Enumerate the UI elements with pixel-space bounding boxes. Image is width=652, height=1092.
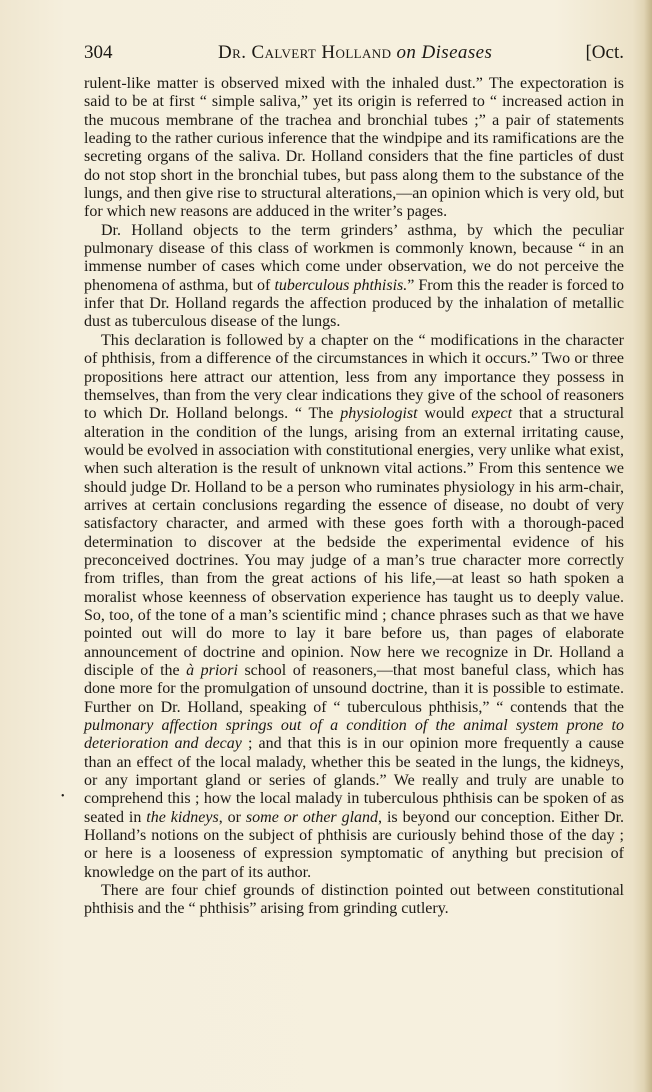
running-title bbox=[218, 40, 492, 66]
italic-text: physiologist bbox=[340, 405, 418, 423]
text-run: , is beyond our conception. Either Dr. Holland’s notions on the subject of phthisis are curiously behind those of the day ; or here is a looseness of expression symptomatic of anything but precision of knowledge on the part of its author. bbox=[84, 808, 625, 881]
italic-text: expect bbox=[471, 405, 513, 423]
page-edge-shadow bbox=[644, 0, 652, 1092]
text-run: Dr. Holland objects to the term grinders’ asthma, by which the peculiar pulmonary disease of this class of workmen is commonly known, because “ in an immense number of cases which come under observation, we do not perceive the phenomena of asthma, but of bbox=[84, 221, 624, 294]
paragraph bbox=[84, 75, 624, 222]
margin-mark: • bbox=[61, 791, 65, 802]
body-text bbox=[84, 75, 624, 919]
italic-text: pulmonary affection springs out of a condition of the animal system prone to deterioration and decay bbox=[84, 717, 624, 753]
text-run: rulent-like matter is observed mixed with the inhaled dust.” The expectoration is said to be at first “ simple saliva,” yet its origin is referred to “ increased action in the mucous membrane of the trachea and bronchial tubes ;” a pair of statements leading to the rather curious inference that the windpipe and its ramifications are the secreting organs of the saliva. Dr. Holland considers that the fine particles of dust do not stop short in the bronchial tubes, but pass along them to the substance of the lungs, and then give rise to structural alterations,—an opinion which is very old, but for which new reasons are adduced in the writer’s pages. bbox=[84, 75, 624, 221]
running-title-author: Dr. Calvert Holland bbox=[218, 42, 392, 63]
text-run: would bbox=[417, 405, 472, 423]
running-title-on: on bbox=[396, 42, 417, 63]
paragraph bbox=[84, 332, 624, 882]
issue-marker: [Oct. bbox=[585, 42, 624, 63]
text-run: school of reasoners,—that most baneful class, which has done more for the promulgation of unsound doctrine, than it is possible to estimate. Further on Dr. Holland, speaking of “ tuberculous phthisis,” “ contends that the bbox=[84, 662, 625, 716]
italic-text: the kidneys bbox=[146, 808, 219, 826]
page-number: 304 bbox=[84, 42, 113, 63]
text-run: , or bbox=[218, 808, 246, 826]
paragraph bbox=[84, 222, 624, 332]
paragraph bbox=[84, 882, 624, 919]
italic-text: tuberculous phthisis. bbox=[274, 276, 408, 294]
italic-text: some or other gland bbox=[245, 808, 379, 826]
text-run: ; and that this is in our opinion more frequently a cause than an effect of the local malady, whether this be seated in the lungs, the kidneys, or any important gland or series of glands.” We really and truly are unable to comprehend this ; how the local malady in tuberculous phthisis can be spoken of as seated in bbox=[84, 735, 624, 826]
text-run: that a structural alteration in the condition of the lungs, arising from an external irritating cause, would be evolved in association with constitutional energies, very unlike what exist, when such alteration is the result of unknown vital actions.” From this sentence we should judge Dr. Holland to be a person who ruminates physiology in his arm-chair, arrives at certain conclusions regarding the essence of disease, no doubt of very satisfactory character, and armed with these goes forth with a thorough-paced determination to discover at the bedside the experimental evidence of his preconceived doctrines. You may judge of a man’s true character more correctly from trifles, than from the great actions of his life,—at least so hath spoken a moralist whose keenness of observation experience has taught us to deeply value. So, too, of the tone of a man’s scientific mind ; chance phrases such as that we have pointed out will do more to lay it bare before us, than pages of elaborate announcement of doctrine and opinion. Now here we recognize in Dr. Holland a disciple of the bbox=[84, 405, 625, 679]
running-header bbox=[84, 40, 624, 66]
text-run: This declaration is followed by a chapter on the “ modifications in the character of phthisis, from a difference of the circumstances in which it occurs.” Two or three propositions here attract our attention, less from any importance they possess in themselves, than from the very clear indications they give of the school of reasoners to which Dr. Holland belongs. “ The bbox=[84, 331, 624, 423]
italic-text: à priori bbox=[186, 662, 238, 679]
running-title-subject: Diseases bbox=[421, 42, 493, 63]
text-run: There are four chief grounds of distinction pointed out between constitutional phthisis and the “ phthisis” arising from grinding cutlery. bbox=[84, 882, 624, 918]
text-run: ” From this the reader is forced to infer that Dr. Holland regards the affection produced by the inhalation of metallic dust as tuberculous disease of the lungs. bbox=[84, 276, 625, 331]
